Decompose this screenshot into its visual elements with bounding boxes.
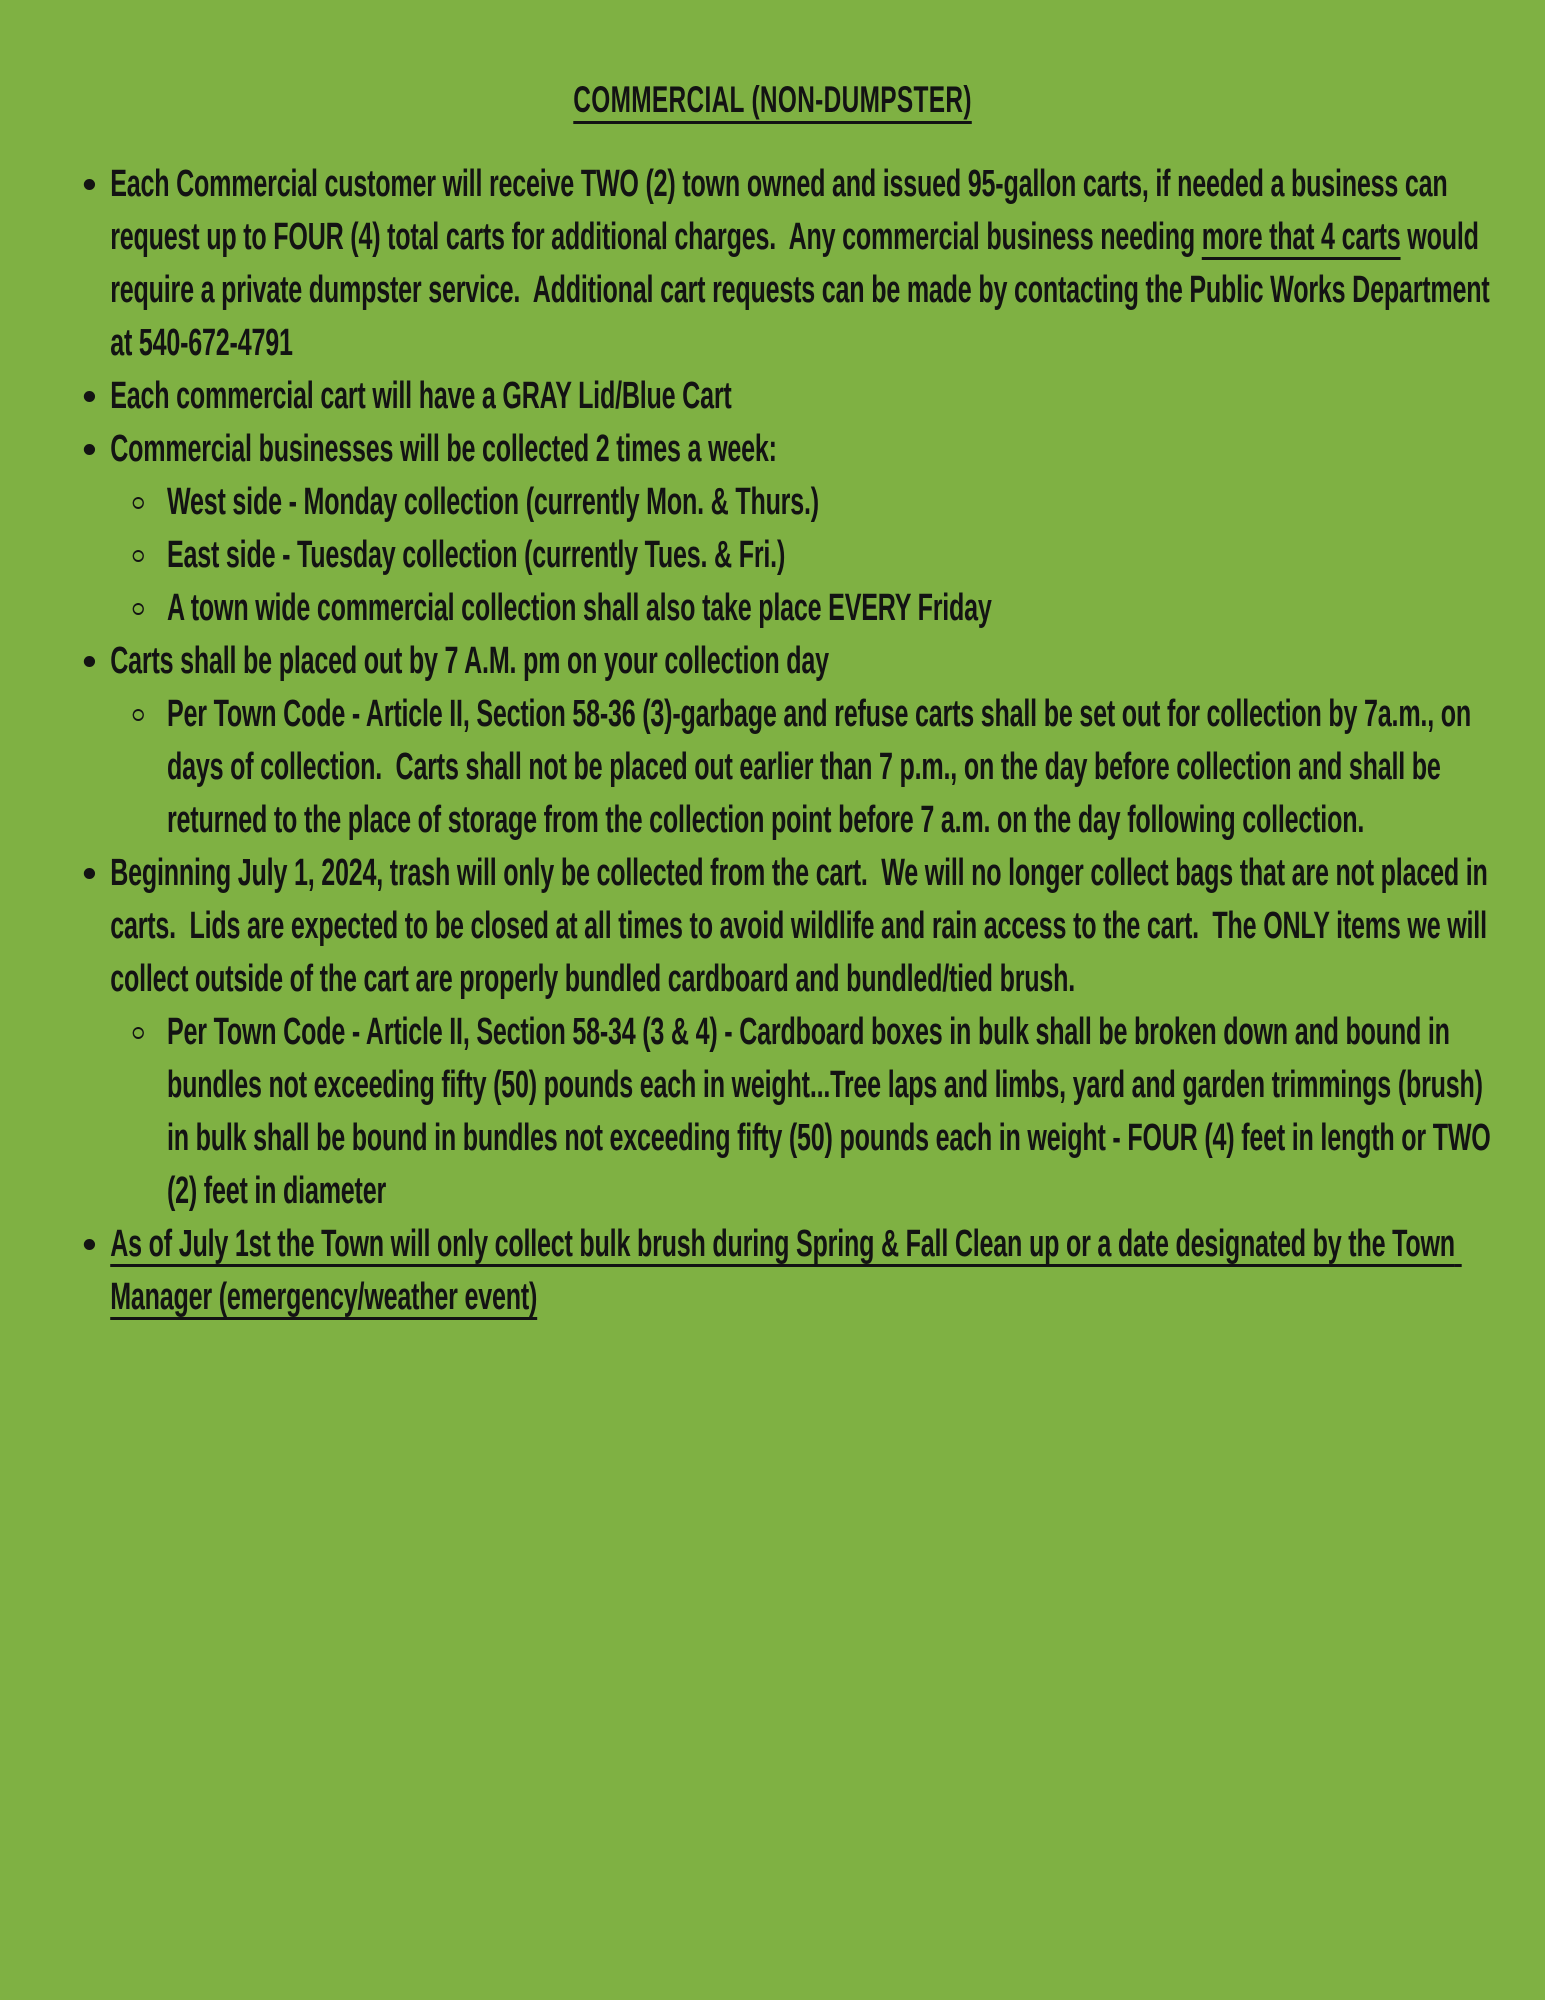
sub-bullet-item: [0, 476, 1545, 529]
text-segment: Per Town Code - Article II, Section 58-34 (3 & 4) - Cardboard boxes in bulk shall be broken down and bound in bundles not exceeding fifty (50) pounds each in weight...Tree laps and limbs, yard and garden trimmings (brush) in bulk shall be bound in bundles not exceeding fifty (50) pounds each in weight - FOUR (4) feet in length or TWO (2) feet in diameter: [166, 1011, 1498, 1212]
bullet-text: [110, 163, 1496, 364]
bullet-text: [110, 852, 1494, 1000]
circle-bullet-icon: [133, 550, 144, 562]
text-segment: Commercial businesses will be collected 2 times a week:: [110, 428, 777, 470]
bullet-text: [110, 640, 829, 682]
text-segment: West side - Monday collection (currently Mon. & Thurs.): [166, 481, 819, 523]
text-segment: Each Commercial customer will receive TWO (2) town owned and issued 95-gallon carts, if needed a business can request up to FOUR (4) total carts for additional charges. Any commercial business needing: [110, 163, 1455, 258]
bullet-item: [0, 370, 1545, 423]
circle-bullet-icon: [133, 1027, 144, 1039]
disc-bullet-icon: [84, 391, 95, 402]
circle-bullet-icon: [133, 603, 144, 615]
text-segment: would require a private dumpster service. Additional cart requests can be made by contacting the Public Works Department at 540-672-4791: [110, 216, 1497, 364]
bullet-text: [167, 693, 1478, 841]
disc-bullet-icon: [84, 179, 95, 190]
circle-bullet-icon: [133, 709, 144, 721]
bullet-text: [167, 1011, 1497, 1212]
page-title: COMMERCIAL (NON-DUMPSTER): [573, 79, 972, 120]
text-segment: A town wide commercial collection shall also take place EVERY Friday: [166, 587, 992, 629]
disc-bullet-icon: [84, 444, 95, 455]
bullet-text: [110, 1223, 1461, 1318]
sub-bullet-item: [0, 688, 1545, 847]
sub-bullet-item: [0, 529, 1545, 582]
bullet-item: [0, 847, 1545, 1006]
bullet-item: [0, 423, 1545, 476]
underlined-text-segment: more that 4 carts: [1201, 216, 1401, 258]
underlined-text-segment: As of July 1st the Town will only collect bulk brush during Spring & Fall Clean up or a date designated by the Town Manager (emergency/weather event): [110, 1223, 1462, 1318]
bullet-text: [167, 534, 785, 576]
sub-bullet-item: [0, 582, 1545, 635]
disc-bullet-icon: [84, 1239, 95, 1250]
text-segment: East side - Tuesday collection (currently Tues. & Fri.): [166, 534, 786, 576]
sub-bullet-item: [0, 1006, 1545, 1218]
bullet-text: [167, 587, 992, 629]
disc-bullet-icon: [84, 656, 95, 667]
bullet-text: [167, 481, 819, 523]
text-segment: Beginning July 1, 2024, trash will only be collected from the cart. We will no longer collect bags that are not placed in carts. Lids are expected to be closed at all times to avoid wildlife and rain access to the cart. The ONLY items we will collect outside of the cart are properly bundled cardboard and bundled/tied brush.: [110, 852, 1495, 1000]
bullet-item: [0, 158, 1545, 370]
circle-bullet-icon: [133, 497, 144, 509]
text-segment: Each commercial cart will have a GRAY Lid/Blue Cart: [110, 375, 732, 417]
bullet-text: [110, 375, 731, 417]
bullet-list: [0, 158, 1545, 1324]
disc-bullet-icon: [84, 868, 95, 879]
bullet-item: [0, 1218, 1545, 1324]
bullet-item: [0, 635, 1545, 688]
text-segment: Carts shall be placed out by 7 A.M. pm on your collection day: [110, 640, 829, 682]
text-segment: Per Town Code - Article II, Section 58-36 (3)-garbage and refuse carts shall be set out for collection by 7a.m., on days of collection. Carts shall not be placed out earlier than 7 p.m., on the day before collection and shall be returned to the place of storage from the collection point before 7 a.m. on the day following collection.: [166, 693, 1478, 841]
bullet-text: [110, 428, 777, 470]
